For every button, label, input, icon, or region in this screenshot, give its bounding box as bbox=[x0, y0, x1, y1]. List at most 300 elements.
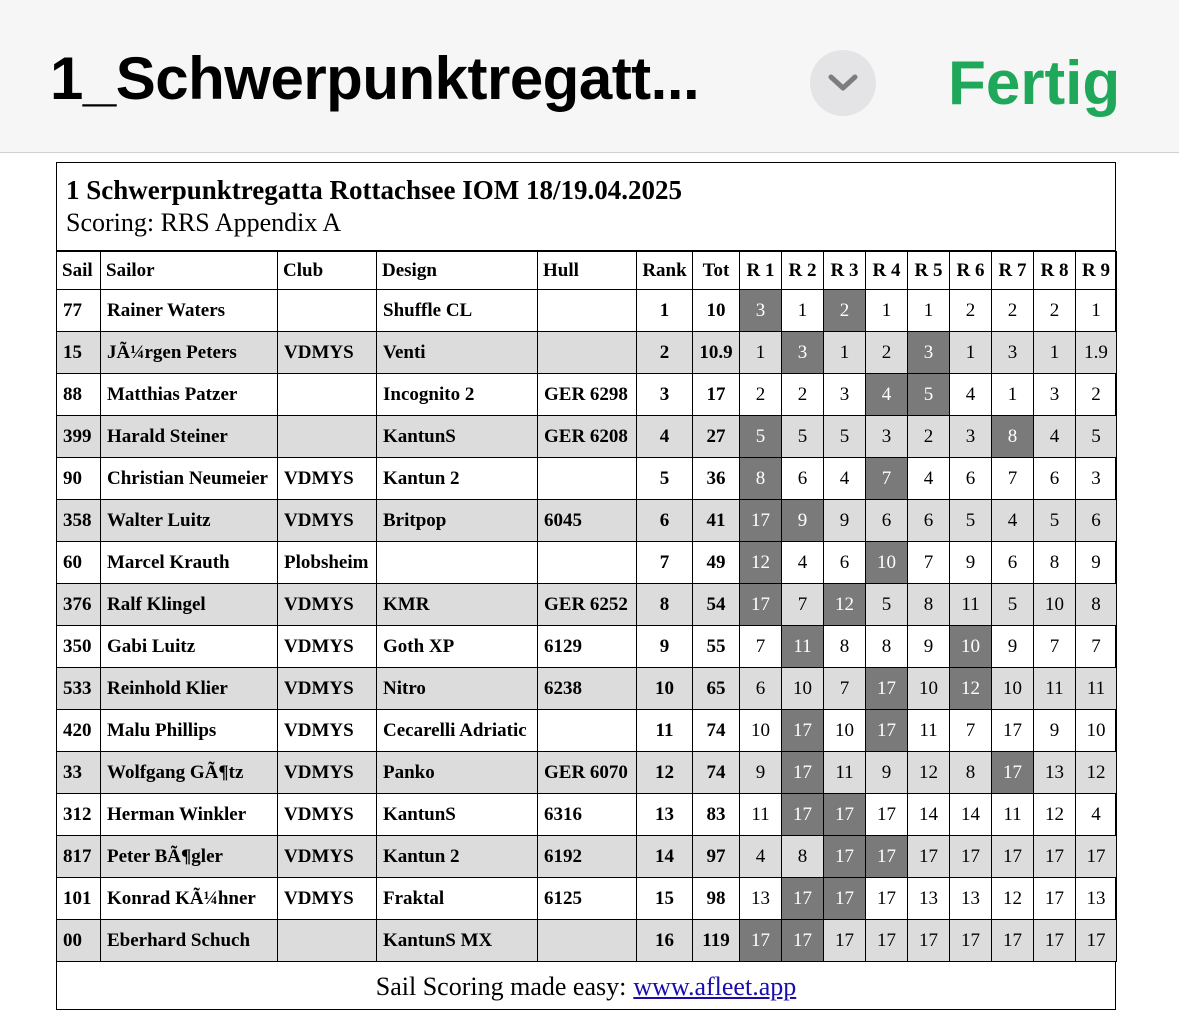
sailor-cell: Peter BÃ¶gler bbox=[101, 836, 278, 878]
table-header-row bbox=[57, 252, 1117, 290]
race-score-cell: 13 bbox=[908, 878, 950, 920]
race-score-cell: 11 bbox=[992, 794, 1034, 836]
race-score-cell: 2 bbox=[908, 416, 950, 458]
race-score-cell: 13 bbox=[1076, 878, 1117, 920]
club-cell: VDMYS bbox=[278, 332, 377, 374]
table-row bbox=[57, 878, 1117, 920]
title-menu-button[interactable] bbox=[810, 50, 876, 116]
chevron-down-icon bbox=[826, 73, 860, 93]
column-header: Club bbox=[278, 252, 377, 290]
hull-cell: 6316 bbox=[538, 794, 637, 836]
table-row bbox=[57, 836, 1117, 878]
hull-cell: 6045 bbox=[538, 500, 637, 542]
club-cell: VDMYS bbox=[278, 710, 377, 752]
race-score-cell: 5 bbox=[824, 416, 866, 458]
race-score-cell: 4 bbox=[992, 500, 1034, 542]
rank-cell: 6 bbox=[637, 500, 693, 542]
race-score-cell: 11 bbox=[950, 584, 992, 626]
tot-cell: 54 bbox=[693, 584, 740, 626]
race-score-cell: 14 bbox=[908, 794, 950, 836]
race-score-dropped-cell: 17 bbox=[866, 668, 908, 710]
sailor-cell: Reinhold Klier bbox=[101, 668, 278, 710]
hull-cell bbox=[538, 542, 637, 584]
design-cell: Shuffle CL bbox=[377, 290, 538, 332]
table-row bbox=[57, 500, 1117, 542]
race-score-dropped-cell: 17 bbox=[824, 836, 866, 878]
sail-cell: 420 bbox=[57, 710, 101, 752]
sailor-cell: Matthias Patzer bbox=[101, 374, 278, 416]
rank-cell: 14 bbox=[637, 836, 693, 878]
design-cell: Cecarelli Adriatic bbox=[377, 710, 538, 752]
race-score-cell: 14 bbox=[950, 794, 992, 836]
race-score-cell: 7 bbox=[950, 710, 992, 752]
race-score-cell: 3 bbox=[950, 416, 992, 458]
table-row bbox=[57, 584, 1117, 626]
hull-cell bbox=[538, 332, 637, 374]
race-score-cell: 6 bbox=[1034, 458, 1076, 500]
footer-text: Sail Scoring made easy: bbox=[375, 971, 627, 1001]
tot-cell: 119 bbox=[693, 920, 740, 962]
race-score-dropped-cell: 8 bbox=[740, 458, 782, 500]
scoring-system: Scoring: RRS Appendix A bbox=[66, 208, 342, 237]
race-score-cell: 2 bbox=[950, 290, 992, 332]
column-header: R 9 bbox=[1076, 252, 1117, 290]
race-score-cell: 5 bbox=[866, 584, 908, 626]
race-score-cell: 3 bbox=[866, 416, 908, 458]
race-score-dropped-cell: 12 bbox=[824, 584, 866, 626]
race-score-cell: 7 bbox=[908, 542, 950, 584]
race-score-cell: 4 bbox=[950, 374, 992, 416]
hull-cell: GER 6208 bbox=[538, 416, 637, 458]
race-score-dropped-cell: 17 bbox=[782, 920, 824, 962]
sail-cell: 533 bbox=[57, 668, 101, 710]
table-row bbox=[57, 458, 1117, 500]
column-header: Design bbox=[377, 252, 538, 290]
table-row bbox=[57, 542, 1117, 584]
race-score-dropped-cell: 17 bbox=[740, 500, 782, 542]
race-score-dropped-cell: 17 bbox=[740, 584, 782, 626]
hull-cell bbox=[538, 458, 637, 500]
race-score-cell: 17 bbox=[992, 710, 1034, 752]
race-score-cell: 12 bbox=[1034, 794, 1076, 836]
tot-cell: 97 bbox=[693, 836, 740, 878]
done-button[interactable]: Fertig bbox=[948, 49, 1121, 118]
race-score-dropped-cell: 10 bbox=[866, 542, 908, 584]
sail-cell: 60 bbox=[57, 542, 101, 584]
race-score-cell: 10 bbox=[992, 668, 1034, 710]
race-score-cell: 10 bbox=[908, 668, 950, 710]
rank-cell: 4 bbox=[637, 416, 693, 458]
tot-cell: 98 bbox=[693, 878, 740, 920]
design-cell: Incognito 2 bbox=[377, 374, 538, 416]
sail-cell: 358 bbox=[57, 500, 101, 542]
sailor-cell: Walter Luitz bbox=[101, 500, 278, 542]
race-score-cell: 6 bbox=[1076, 500, 1117, 542]
hull-cell bbox=[538, 920, 637, 962]
column-header: Tot bbox=[693, 252, 740, 290]
sail-cell: 376 bbox=[57, 584, 101, 626]
race-score-cell: 1 bbox=[866, 290, 908, 332]
hull-cell: 6238 bbox=[538, 668, 637, 710]
results-document bbox=[56, 162, 1116, 1010]
column-header: R 3 bbox=[824, 252, 866, 290]
race-score-cell: 6 bbox=[992, 542, 1034, 584]
race-score-cell: 2 bbox=[866, 332, 908, 374]
top-bar bbox=[0, 0, 1179, 153]
race-score-cell: 12 bbox=[908, 752, 950, 794]
race-score-cell: 4 bbox=[1034, 416, 1076, 458]
race-score-cell: 12 bbox=[1076, 752, 1117, 794]
table-row bbox=[57, 710, 1117, 752]
race-score-cell: 1.9 bbox=[1076, 332, 1117, 374]
sailor-cell: Herman Winkler bbox=[101, 794, 278, 836]
race-score-dropped-cell: 17 bbox=[992, 752, 1034, 794]
race-score-cell: 17 bbox=[1034, 920, 1076, 962]
race-score-cell: 6 bbox=[950, 458, 992, 500]
race-score-cell: 1 bbox=[908, 290, 950, 332]
race-score-dropped-cell: 3 bbox=[740, 290, 782, 332]
race-score-dropped-cell: 11 bbox=[782, 626, 824, 668]
sail-cell: 817 bbox=[57, 836, 101, 878]
race-score-cell: 8 bbox=[866, 626, 908, 668]
rank-cell: 5 bbox=[637, 458, 693, 500]
race-score-cell: 4 bbox=[1076, 794, 1117, 836]
race-score-cell: 1 bbox=[740, 332, 782, 374]
tot-cell: 65 bbox=[693, 668, 740, 710]
sail-cell: 350 bbox=[57, 626, 101, 668]
sail-cell: 101 bbox=[57, 878, 101, 920]
design-cell: Kantun 2 bbox=[377, 458, 538, 500]
tot-cell: 27 bbox=[693, 416, 740, 458]
race-score-cell: 5 bbox=[782, 416, 824, 458]
design-cell: Goth XP bbox=[377, 626, 538, 668]
column-header: Sailor bbox=[101, 252, 278, 290]
race-score-cell: 13 bbox=[950, 878, 992, 920]
document-header bbox=[57, 163, 1115, 251]
race-score-cell: 8 bbox=[824, 626, 866, 668]
table-row bbox=[57, 752, 1117, 794]
rank-cell: 1 bbox=[637, 290, 693, 332]
race-score-cell: 1 bbox=[1034, 332, 1076, 374]
race-score-cell: 9 bbox=[824, 500, 866, 542]
design-cell: Britpop bbox=[377, 500, 538, 542]
race-score-cell: 7 bbox=[824, 668, 866, 710]
tot-cell: 74 bbox=[693, 710, 740, 752]
race-score-cell: 10 bbox=[782, 668, 824, 710]
hull-cell: 6192 bbox=[538, 836, 637, 878]
results-table bbox=[56, 251, 1117, 962]
race-score-cell: 17 bbox=[1034, 836, 1076, 878]
race-score-dropped-cell: 12 bbox=[740, 542, 782, 584]
tot-cell: 10.9 bbox=[693, 332, 740, 374]
race-score-dropped-cell: 7 bbox=[866, 458, 908, 500]
sailor-cell: Wolfgang GÃ¶tz bbox=[101, 752, 278, 794]
race-score-cell: 2 bbox=[992, 290, 1034, 332]
race-score-dropped-cell: 17 bbox=[824, 794, 866, 836]
race-score-cell: 4 bbox=[782, 542, 824, 584]
race-score-cell: 8 bbox=[950, 752, 992, 794]
table-row bbox=[57, 626, 1117, 668]
sail-cell: 399 bbox=[57, 416, 101, 458]
sail-cell: 88 bbox=[57, 374, 101, 416]
column-header: R 2 bbox=[782, 252, 824, 290]
race-score-cell: 17 bbox=[992, 920, 1034, 962]
column-header: R 7 bbox=[992, 252, 1034, 290]
race-score-cell: 12 bbox=[992, 878, 1034, 920]
club-cell: VDMYS bbox=[278, 794, 377, 836]
hull-cell: 6129 bbox=[538, 626, 637, 668]
race-score-cell: 4 bbox=[824, 458, 866, 500]
race-score-cell: 11 bbox=[740, 794, 782, 836]
race-score-dropped-cell: 12 bbox=[950, 668, 992, 710]
race-score-cell: 6 bbox=[740, 668, 782, 710]
design-cell: Panko bbox=[377, 752, 538, 794]
table-row bbox=[57, 290, 1117, 332]
race-score-cell: 8 bbox=[1034, 542, 1076, 584]
hull-cell: 6125 bbox=[538, 878, 637, 920]
table-row bbox=[57, 416, 1117, 458]
tot-cell: 74 bbox=[693, 752, 740, 794]
table-row bbox=[57, 794, 1117, 836]
tot-cell: 55 bbox=[693, 626, 740, 668]
race-score-cell: 3 bbox=[1076, 458, 1117, 500]
race-score-dropped-cell: 5 bbox=[908, 374, 950, 416]
race-score-cell: 17 bbox=[824, 920, 866, 962]
column-header: Sail bbox=[57, 252, 101, 290]
race-score-cell: 7 bbox=[782, 584, 824, 626]
tot-cell: 10 bbox=[693, 290, 740, 332]
race-score-cell: 17 bbox=[866, 878, 908, 920]
design-cell: Nitro bbox=[377, 668, 538, 710]
race-score-dropped-cell: 8 bbox=[992, 416, 1034, 458]
race-score-cell: 17 bbox=[1076, 920, 1117, 962]
race-score-dropped-cell: 5 bbox=[740, 416, 782, 458]
club-cell: VDMYS bbox=[278, 626, 377, 668]
race-score-cell: 17 bbox=[866, 920, 908, 962]
rank-cell: 15 bbox=[637, 878, 693, 920]
club-cell: Plobsheim bbox=[278, 542, 377, 584]
club-cell bbox=[278, 290, 377, 332]
race-score-cell: 10 bbox=[740, 710, 782, 752]
sailor-cell: Ralf Klingel bbox=[101, 584, 278, 626]
race-score-cell: 11 bbox=[824, 752, 866, 794]
race-score-cell: 2 bbox=[1076, 374, 1117, 416]
sailor-cell: Konrad KÃ¼hner bbox=[101, 878, 278, 920]
club-cell: VDMYS bbox=[278, 458, 377, 500]
club-cell: VDMYS bbox=[278, 668, 377, 710]
club-cell: VDMYS bbox=[278, 878, 377, 920]
sailor-cell: Christian Neumeier bbox=[101, 458, 278, 500]
race-score-cell: 1 bbox=[950, 332, 992, 374]
design-cell: KantunS bbox=[377, 794, 538, 836]
column-header: Hull bbox=[538, 252, 637, 290]
race-score-cell: 8 bbox=[908, 584, 950, 626]
sailor-cell: Rainer Waters bbox=[101, 290, 278, 332]
column-header: Rank bbox=[637, 252, 693, 290]
design-cell: KMR bbox=[377, 584, 538, 626]
sail-cell: 77 bbox=[57, 290, 101, 332]
rank-cell: 16 bbox=[637, 920, 693, 962]
race-score-cell: 9 bbox=[992, 626, 1034, 668]
race-score-cell: 6 bbox=[866, 500, 908, 542]
column-header: R 1 bbox=[740, 252, 782, 290]
table-row bbox=[57, 920, 1117, 962]
race-score-cell: 17 bbox=[866, 794, 908, 836]
race-score-cell: 17 bbox=[1076, 836, 1117, 878]
column-header: R 5 bbox=[908, 252, 950, 290]
race-score-cell: 13 bbox=[1034, 752, 1076, 794]
race-score-cell: 7 bbox=[1076, 626, 1117, 668]
footer-link[interactable]: www.afleet.app bbox=[633, 971, 797, 1001]
sailor-cell: Malu Phillips bbox=[101, 710, 278, 752]
race-score-cell: 17 bbox=[908, 836, 950, 878]
design-cell: Venti bbox=[377, 332, 538, 374]
tot-cell: 83 bbox=[693, 794, 740, 836]
sailor-cell: Eberhard Schuch bbox=[101, 920, 278, 962]
race-score-cell: 5 bbox=[950, 500, 992, 542]
race-score-cell: 7 bbox=[1034, 626, 1076, 668]
race-score-dropped-cell: 17 bbox=[824, 878, 866, 920]
club-cell: VDMYS bbox=[278, 836, 377, 878]
race-score-cell: 7 bbox=[992, 458, 1034, 500]
race-score-dropped-cell: 9 bbox=[782, 500, 824, 542]
sailor-cell: Gabi Luitz bbox=[101, 626, 278, 668]
rank-cell: 13 bbox=[637, 794, 693, 836]
race-score-cell: 7 bbox=[740, 626, 782, 668]
club-cell bbox=[278, 416, 377, 458]
race-score-cell: 1 bbox=[824, 332, 866, 374]
race-score-cell: 17 bbox=[1034, 878, 1076, 920]
design-cell: Kantun 2 bbox=[377, 836, 538, 878]
sailor-cell: Marcel Krauth bbox=[101, 542, 278, 584]
race-score-cell: 17 bbox=[950, 920, 992, 962]
race-score-dropped-cell: 10 bbox=[950, 626, 992, 668]
document-title: 1_Schwerpunktregatt... bbox=[50, 45, 700, 112]
race-score-cell: 11 bbox=[1076, 668, 1117, 710]
tot-cell: 36 bbox=[693, 458, 740, 500]
design-cell: KantunS bbox=[377, 416, 538, 458]
rank-cell: 10 bbox=[637, 668, 693, 710]
race-score-cell: 4 bbox=[908, 458, 950, 500]
race-score-cell: 9 bbox=[1034, 710, 1076, 752]
hull-cell: GER 6252 bbox=[538, 584, 637, 626]
table-row bbox=[57, 332, 1117, 374]
race-score-cell: 3 bbox=[1034, 374, 1076, 416]
sailor-cell: JÃ¼rgen Peters bbox=[101, 332, 278, 374]
rank-cell: 7 bbox=[637, 542, 693, 584]
race-score-dropped-cell: 3 bbox=[908, 332, 950, 374]
race-score-dropped-cell: 17 bbox=[866, 836, 908, 878]
race-score-dropped-cell: 17 bbox=[782, 878, 824, 920]
column-header: R 4 bbox=[866, 252, 908, 290]
race-score-cell: 1 bbox=[992, 374, 1034, 416]
race-score-cell: 10 bbox=[1034, 584, 1076, 626]
sailor-cell: Harald Steiner bbox=[101, 416, 278, 458]
design-cell bbox=[377, 542, 538, 584]
race-score-cell: 10 bbox=[824, 710, 866, 752]
document-footer bbox=[57, 962, 1115, 1011]
race-score-dropped-cell: 17 bbox=[782, 794, 824, 836]
race-score-cell: 13 bbox=[740, 878, 782, 920]
table-row bbox=[57, 374, 1117, 416]
race-score-dropped-cell: 17 bbox=[782, 710, 824, 752]
race-score-cell: 9 bbox=[950, 542, 992, 584]
rank-cell: 12 bbox=[637, 752, 693, 794]
table-row bbox=[57, 668, 1117, 710]
race-score-dropped-cell: 2 bbox=[824, 290, 866, 332]
race-score-cell: 9 bbox=[908, 626, 950, 668]
race-score-dropped-cell: 17 bbox=[782, 752, 824, 794]
race-score-cell: 1 bbox=[1076, 290, 1117, 332]
sail-cell: 00 bbox=[57, 920, 101, 962]
sail-cell: 90 bbox=[57, 458, 101, 500]
rank-cell: 3 bbox=[637, 374, 693, 416]
sail-cell: 312 bbox=[57, 794, 101, 836]
race-score-cell: 17 bbox=[992, 836, 1034, 878]
race-score-cell: 10 bbox=[1076, 710, 1117, 752]
column-header: R 8 bbox=[1034, 252, 1076, 290]
race-score-cell: 6 bbox=[908, 500, 950, 542]
race-score-cell: 2 bbox=[740, 374, 782, 416]
race-score-cell: 11 bbox=[908, 710, 950, 752]
race-score-cell: 4 bbox=[740, 836, 782, 878]
rank-cell: 11 bbox=[637, 710, 693, 752]
race-score-cell: 6 bbox=[782, 458, 824, 500]
hull-cell: GER 6298 bbox=[538, 374, 637, 416]
race-score-dropped-cell: 17 bbox=[866, 710, 908, 752]
race-score-dropped-cell: 17 bbox=[740, 920, 782, 962]
race-score-cell: 17 bbox=[908, 920, 950, 962]
race-score-cell: 8 bbox=[782, 836, 824, 878]
race-score-cell: 11 bbox=[1034, 668, 1076, 710]
design-cell: KantunS MX bbox=[377, 920, 538, 962]
race-score-dropped-cell: 4 bbox=[866, 374, 908, 416]
race-score-cell: 9 bbox=[740, 752, 782, 794]
rank-cell: 8 bbox=[637, 584, 693, 626]
club-cell: VDMYS bbox=[278, 500, 377, 542]
regatta-title: 1 Schwerpunktregatta Rottachsee IOM 18/19.04.2025 bbox=[66, 175, 682, 205]
hull-cell bbox=[538, 290, 637, 332]
column-header: R 6 bbox=[950, 252, 992, 290]
race-score-cell: 17 bbox=[950, 836, 992, 878]
race-score-cell: 9 bbox=[866, 752, 908, 794]
tot-cell: 41 bbox=[693, 500, 740, 542]
race-score-cell: 5 bbox=[992, 584, 1034, 626]
race-score-cell: 6 bbox=[824, 542, 866, 584]
race-score-cell: 2 bbox=[782, 374, 824, 416]
rank-cell: 2 bbox=[637, 332, 693, 374]
race-score-cell: 8 bbox=[1076, 584, 1117, 626]
race-score-cell: 9 bbox=[1076, 542, 1117, 584]
sail-cell: 33 bbox=[57, 752, 101, 794]
race-score-cell: 1 bbox=[782, 290, 824, 332]
club-cell bbox=[278, 374, 377, 416]
race-score-dropped-cell: 3 bbox=[782, 332, 824, 374]
race-score-cell: 5 bbox=[1034, 500, 1076, 542]
design-cell: Fraktal bbox=[377, 878, 538, 920]
hull-cell bbox=[538, 710, 637, 752]
race-score-cell: 2 bbox=[1034, 290, 1076, 332]
race-score-cell: 3 bbox=[992, 332, 1034, 374]
hull-cell: GER 6070 bbox=[538, 752, 637, 794]
tot-cell: 49 bbox=[693, 542, 740, 584]
club-cell: VDMYS bbox=[278, 584, 377, 626]
sail-cell: 15 bbox=[57, 332, 101, 374]
race-score-cell: 5 bbox=[1076, 416, 1117, 458]
rank-cell: 9 bbox=[637, 626, 693, 668]
club-cell: VDMYS bbox=[278, 752, 377, 794]
tot-cell: 17 bbox=[693, 374, 740, 416]
